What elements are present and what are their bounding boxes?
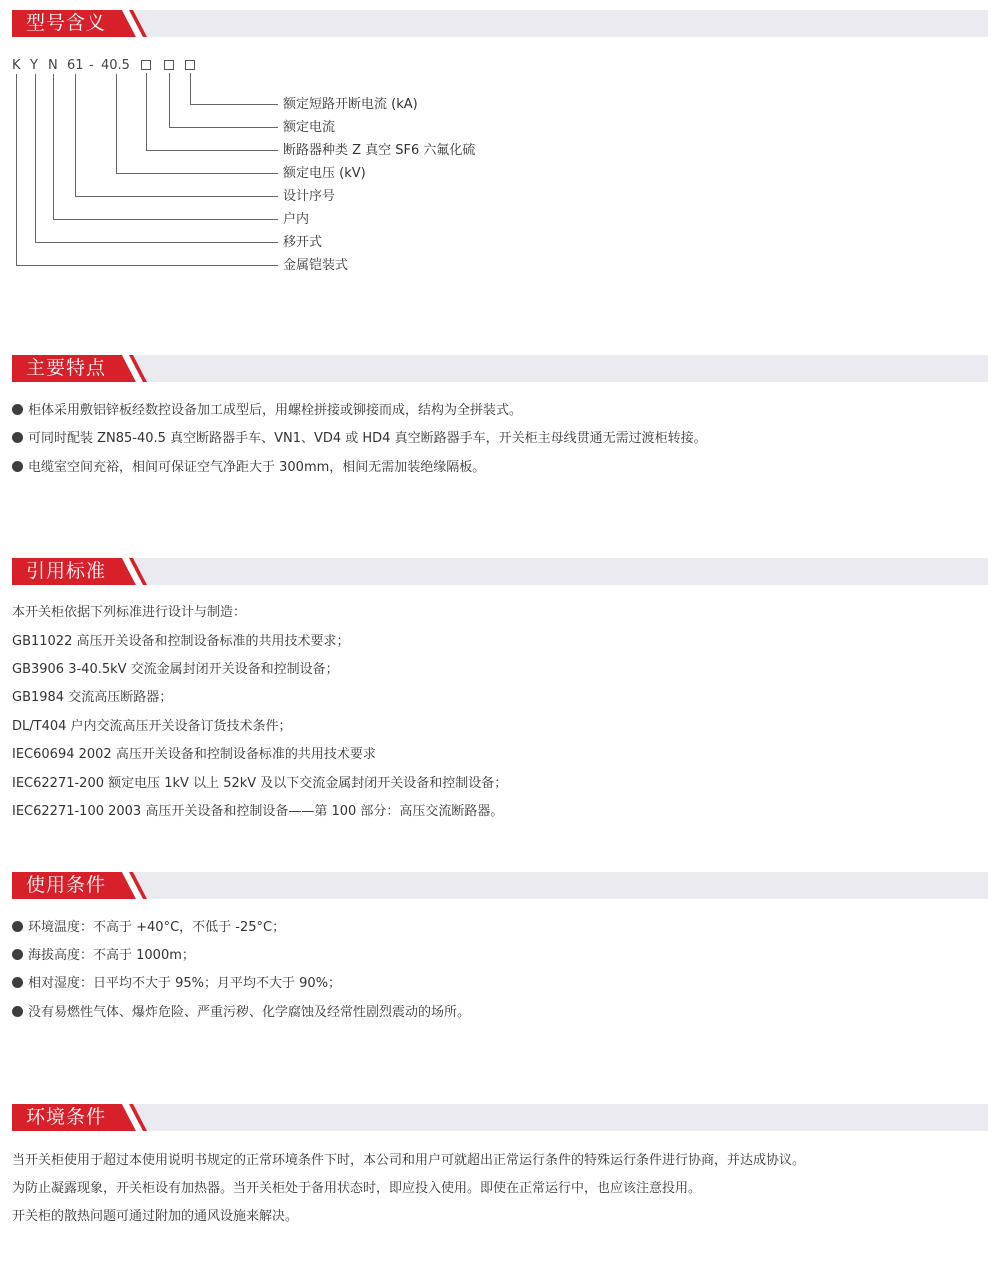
- code-label-metal-clad: 金属铠装式: [283, 258, 349, 273]
- bullet-icon: [12, 461, 23, 472]
- environment-paragraph: 开关柜的散热问题可通过附加的通风设施来解决。: [12, 1209, 299, 1224]
- section-title: 引用标准: [26, 560, 107, 582]
- section-header-environment: [12, 1104, 988, 1131]
- bullet-icon: [12, 404, 23, 415]
- section-title: 使用条件: [26, 874, 107, 896]
- section-title: 环境条件: [26, 1106, 107, 1128]
- code-label-design-no: 设计序号: [283, 189, 336, 204]
- standard-item: GB1984 交流高压断路器；: [12, 690, 173, 705]
- section-header-features: [12, 355, 988, 382]
- bullet-icon: [12, 432, 23, 443]
- code-label-rated-current: 额定电流: [283, 120, 336, 135]
- code-label-withdrawable: 移开式: [283, 235, 323, 250]
- header-bar: [12, 1104, 988, 1131]
- code-char-61: 61: [67, 58, 84, 73]
- bullet-icon: [12, 977, 23, 988]
- environment-paragraph: 为防止凝露现象，开关柜设有加热器。当开关柜处于备用状态时，即应投入使用。即使在正常运行中，也应该注意投用。: [12, 1181, 702, 1196]
- condition-item: 没有易燃性气体、爆炸危险、严重污秽、化学腐蚀及经常性剧烈震动的场所。: [12, 1005, 470, 1021]
- section-title: 型号含义: [26, 12, 107, 34]
- code-char-k: K: [12, 58, 21, 73]
- bullet-icon: [12, 949, 23, 960]
- condition-item: 相对湿度：日平均不大于 95%；月平均不大于 90%；: [12, 976, 341, 992]
- feature-item: 可同时配装 ZN85-40.5 真空断路器手车、VN1、VD4 或 HD4 真空断路器手车，开关柜主母线贯通无需过渡柜转接。: [12, 431, 707, 447]
- feature-item: 柜体采用敷铝锌板经数控设备加工成型后，用螺栓拼接或铆接而成，结构为全拼装式。: [12, 403, 522, 419]
- section-header-standards: [12, 558, 988, 585]
- section-title: 主要特点: [26, 357, 107, 379]
- code-label-breaker-type: 断路器种类 Z 真空 SF6 六氟化硫: [283, 143, 476, 158]
- code-label-indoor: 户内: [283, 212, 310, 227]
- condition-item: 海拔高度：不高于 1000m；: [12, 948, 195, 964]
- bullet-icon: [12, 1006, 23, 1017]
- code-label-rated-voltage: 额定电压 (kV): [283, 166, 366, 181]
- code-leader-lines: [0, 0, 300, 280]
- standard-item: GB11022 高压开关设备和控制设备标准的共用技术要求；: [12, 634, 350, 649]
- standard-item: IEC60694 2002 高压开关设备和控制设备标准的共用技术要求: [12, 747, 376, 762]
- header-bar: [12, 558, 988, 585]
- standard-item: IEC62271-200 额定电压 1kV 以上 52kV 及以下交流金属封闭开关设备和控制设备；: [12, 776, 508, 791]
- standard-item: DL/T404 户内交流高压开关设备订货技术条件；: [12, 719, 292, 734]
- code-label-breaking-current: 额定短路开断电流 (kA): [283, 97, 418, 112]
- header-bar: [12, 872, 988, 899]
- code-char-voltage: 40.5: [101, 58, 130, 73]
- feature-item: 电缆室空间充裕，相间可保证空气净距大于 300mm，相间无需加装绝缘隔板。: [12, 460, 485, 476]
- bullet-icon: [12, 921, 23, 932]
- standards-intro: 本开关柜依据下列标准进行设计与制造：: [12, 605, 247, 620]
- code-char-y: Y: [30, 58, 38, 73]
- condition-item: 环境温度：不高于 +40°C，不低于 -25°C；: [12, 920, 285, 936]
- code-char-n: N: [48, 58, 58, 73]
- standard-item: IEC62271-100 2003 高压开关设备和控制设备——第 100 部分：高压交流断路器。: [12, 804, 504, 819]
- header-bar: [12, 355, 988, 382]
- code-char-dash: -: [89, 58, 94, 73]
- section-header-conditions: [12, 872, 988, 899]
- standard-item: GB3906 3-40.5kV 交流金属封闭开关设备和控制设备；: [12, 662, 339, 677]
- environment-paragraph: 当开关柜使用于超过本使用说明书规定的正常环境条件下时，本公司和用户可就超出正常运行条件的特殊运行条件进行协商，并达成协议。: [12, 1153, 806, 1168]
